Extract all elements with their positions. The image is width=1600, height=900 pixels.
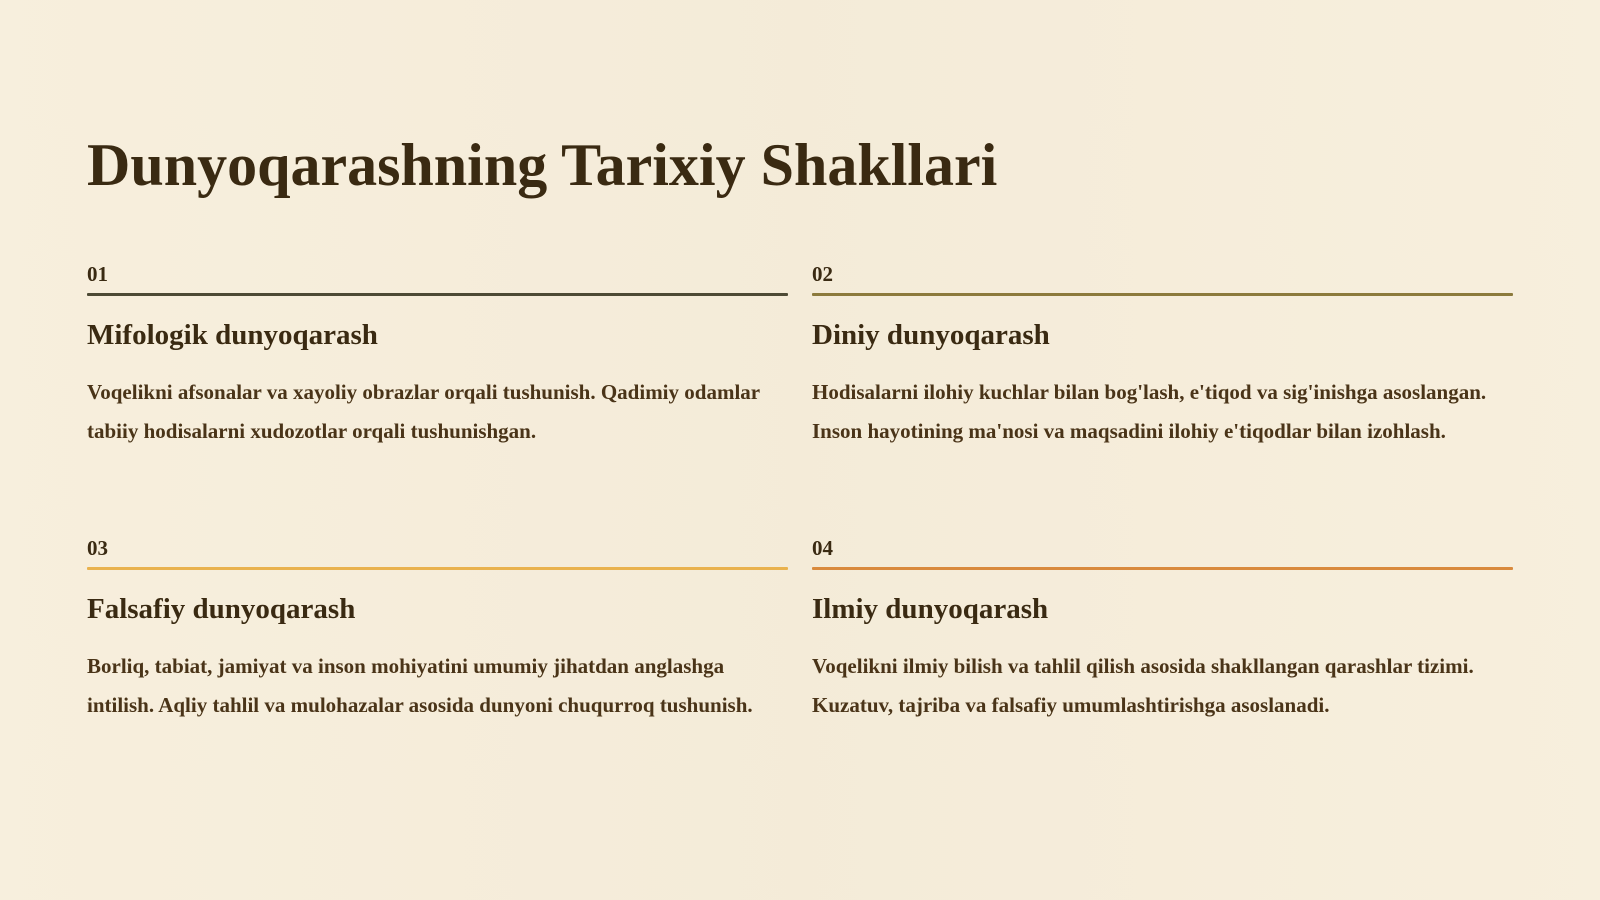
card-title: Diniy dunyoqarash — [812, 319, 1050, 351]
card-number: 02 — [812, 262, 833, 286]
card-number: 03 — [87, 536, 108, 560]
card-divider — [87, 567, 788, 570]
card-divider — [812, 293, 1513, 296]
card-description: Voqelikni afsonalar va xayoliy obrazlar orqali tushunish. Qadimiy odamlar tabiiy hodisalarni xudozotlar orqali tushunishgan. — [87, 379, 760, 443]
card-description: Hodisalarni ilohiy kuchlar bilan bog'lash, e'tiqod va sig'inishga asoslangan. Inson hayotining ma'nosi va maqsadini ilohiy e'tiqodlar bilan izohlash. — [812, 379, 1487, 443]
card-number: 01 — [87, 262, 108, 286]
card-divider — [87, 293, 788, 296]
slide-title: Dunyoqarashning Tarixiy Shakllari — [87, 132, 998, 198]
card-divider — [812, 567, 1513, 570]
card-religious — [812, 264, 1513, 451]
card-title: Mifologik dunyoqarash — [87, 319, 378, 351]
card-description: Borliq, tabiat, jamiyat va inson mohiyatini umumiy jihatdan anglashga intilish. Aqliy tahlil va mulohazalar asosida dunyoni chuqurroq tushunish. — [87, 653, 753, 717]
card-title: Ilmiy dunyoqarash — [812, 593, 1049, 625]
card-philosophical — [87, 538, 788, 725]
card-number: 04 — [812, 536, 833, 560]
card-description: Voqelikni ilmiy bilish va tahlil qilish asosida shakllangan qarashlar tizimi. Kuzatuv, tajriba va falsafiy umumlashtirishga asoslanadi. — [812, 653, 1474, 717]
card-title: Falsafiy dunyoqarash — [87, 593, 356, 625]
card-scientific — [812, 538, 1513, 725]
card-mythological — [87, 264, 788, 451]
